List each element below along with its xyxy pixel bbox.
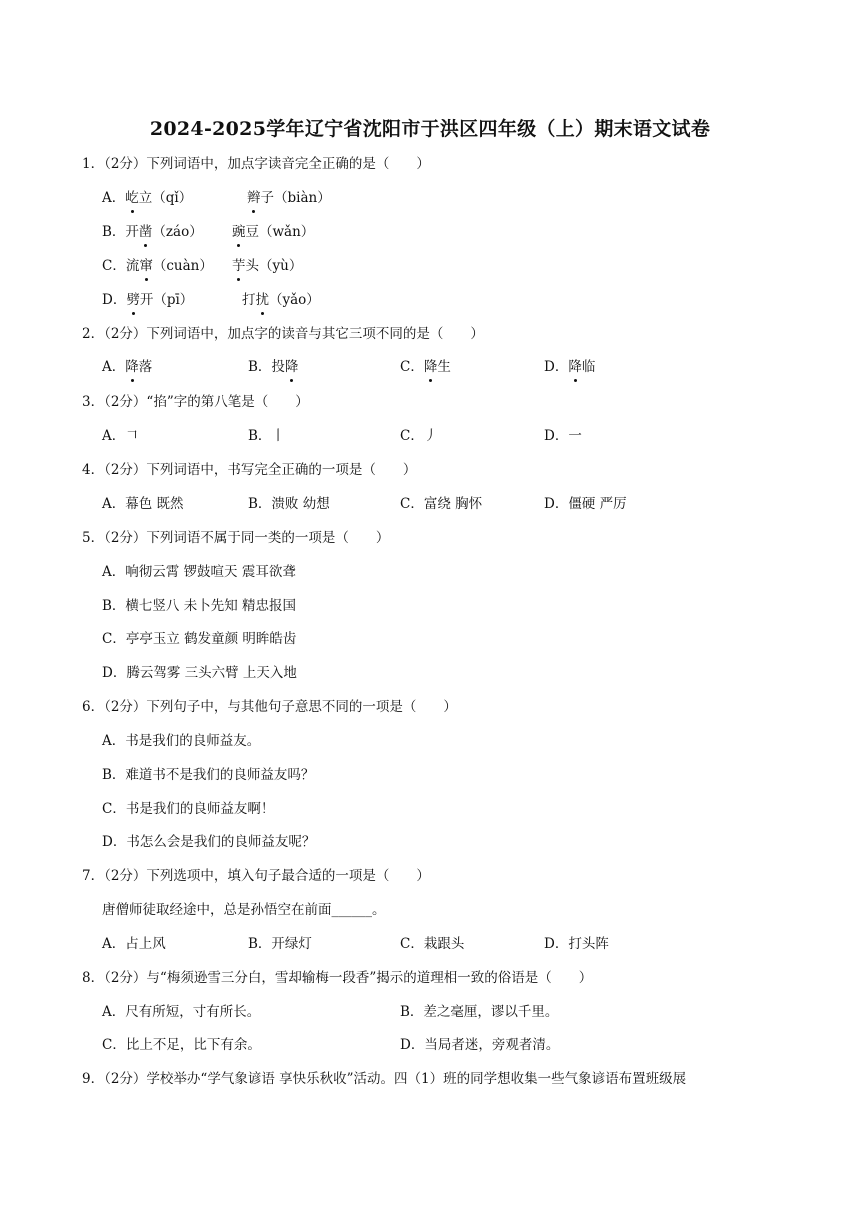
stroke-hengzhe-glyph: 𠃍 <box>125 428 139 444</box>
q6-option-c: C．书是我们的良师益友啊！ <box>102 801 275 817</box>
q5-option-c: C．亭亭玉立 鹤发童颜 明眸皓齿 <box>102 631 297 647</box>
question-8-stem: 8．（2分）与“梅须逊雪三分白，雪却输梅一段香”揭示的道理相一致的俗语是（ ） <box>82 970 593 986</box>
q1-option-d-second: 打扰（yǎo） <box>242 292 320 308</box>
q1-option-c-second: 芋头（yù） <box>232 258 303 274</box>
q6-option-d: D．书怎么会是我们的良师益友呢？ <box>102 834 316 850</box>
q7-sentence: 唐僧师徒取经途中，总是孙悟空在前面______。 <box>102 902 386 918</box>
q5-option-d: D．腾云驾雾 三头六臂 上天入地 <box>102 665 297 681</box>
q6-option-b: B．难道书不是我们的良师益友吗？ <box>102 767 315 783</box>
q7-option-b: B．开绿灯 <box>248 936 312 952</box>
q2-option-b: B．投降 <box>248 359 299 375</box>
question-5-stem: 5．（2分）下列词语不属于同一类的一项是（ ） <box>82 530 390 546</box>
q8-option-c: C．比上不足，比下有余。 <box>102 1037 261 1053</box>
exam-title: 2024-2025学年辽宁省沈阳市于洪区四年级（上）期末语文试卷 <box>149 118 711 140</box>
q8-option-d: D．当局者迷，旁观者清。 <box>400 1037 560 1053</box>
question-7-stem: 7．（2分）下列选项中，填入句子最合适的一项是（ ） <box>82 868 430 884</box>
question-6-stem: 6．（2分）下列句子中，与其他句子意思不同的一项是（ ） <box>82 699 457 715</box>
q8-option-b: B．差之毫厘，谬以千里。 <box>400 1004 559 1020</box>
q6-option-a: A．书是我们的良师益友。 <box>102 733 261 749</box>
q1-option-b-second: 豌豆（wǎn） <box>232 224 315 240</box>
q2-option-a: A．降落 <box>102 359 153 375</box>
q1-option-a-second: 辫子（biàn） <box>247 190 331 206</box>
q4-option-d: D．僵硬 严厉 <box>544 496 627 512</box>
q1-option-c: C．流窜（cuàn） <box>102 258 213 274</box>
q1-option-b: B．开凿（záo） <box>102 224 203 240</box>
question-4-stem: 4．（2分）下列词语中，书写完全正确的一项是（ ） <box>82 462 417 478</box>
q1-option-d: D．劈开（pī） <box>102 292 194 308</box>
q5-option-b: B．横七竖八 未卜先知 精忠报国 <box>102 598 297 614</box>
q4-option-b: B．溃败 幼想 <box>248 496 330 512</box>
q7-option-c: C．栽跟头 <box>400 936 465 952</box>
q5-option-a: A．响彻云霄 锣鼓喧天 震耳欲聋 <box>102 564 296 580</box>
q8-option-a: A．尺有所短，寸有所长。 <box>102 1004 261 1020</box>
q7-option-d: D．打头阵 <box>544 936 609 952</box>
q2-option-c: C．降生 <box>400 359 451 375</box>
q1-option-a: A．屹立（qǐ） <box>102 190 193 206</box>
question-3-stem: 3．（2分）“掐”字的第八笔是（ ） <box>82 394 309 410</box>
q3-option-b: B．丨 <box>248 428 285 444</box>
stroke-heng-glyph: 一 <box>568 428 582 444</box>
question-1-stem: 1．（2分）下列词语中，加点字读音完全正确的是（ ） <box>82 156 430 172</box>
stroke-pie-glyph: 丿 <box>423 428 438 444</box>
question-2-stem: 2．（2分）下列词语中，加点字的读音与其它三项不同的是（ ） <box>82 326 484 342</box>
stroke-shu-glyph: 丨 <box>271 428 285 444</box>
q7-option-a: A．占上风 <box>102 936 166 952</box>
question-9-stem: 9．（2分）学校举办“学气象谚语 享快乐秋收”活动。四（1）班的同学想收集一些气象谚语布置班级展 <box>82 1071 687 1087</box>
q3-option-c: C．丿 <box>400 428 438 444</box>
q4-option-c: C．富绕 胸怀 <box>400 496 483 512</box>
q2-option-d: D．降临 <box>544 359 596 375</box>
q3-option-a: A．𠃍 <box>102 428 139 444</box>
q4-option-a: A．幕色 既然 <box>102 496 184 512</box>
q3-option-d: D．一 <box>544 428 582 444</box>
